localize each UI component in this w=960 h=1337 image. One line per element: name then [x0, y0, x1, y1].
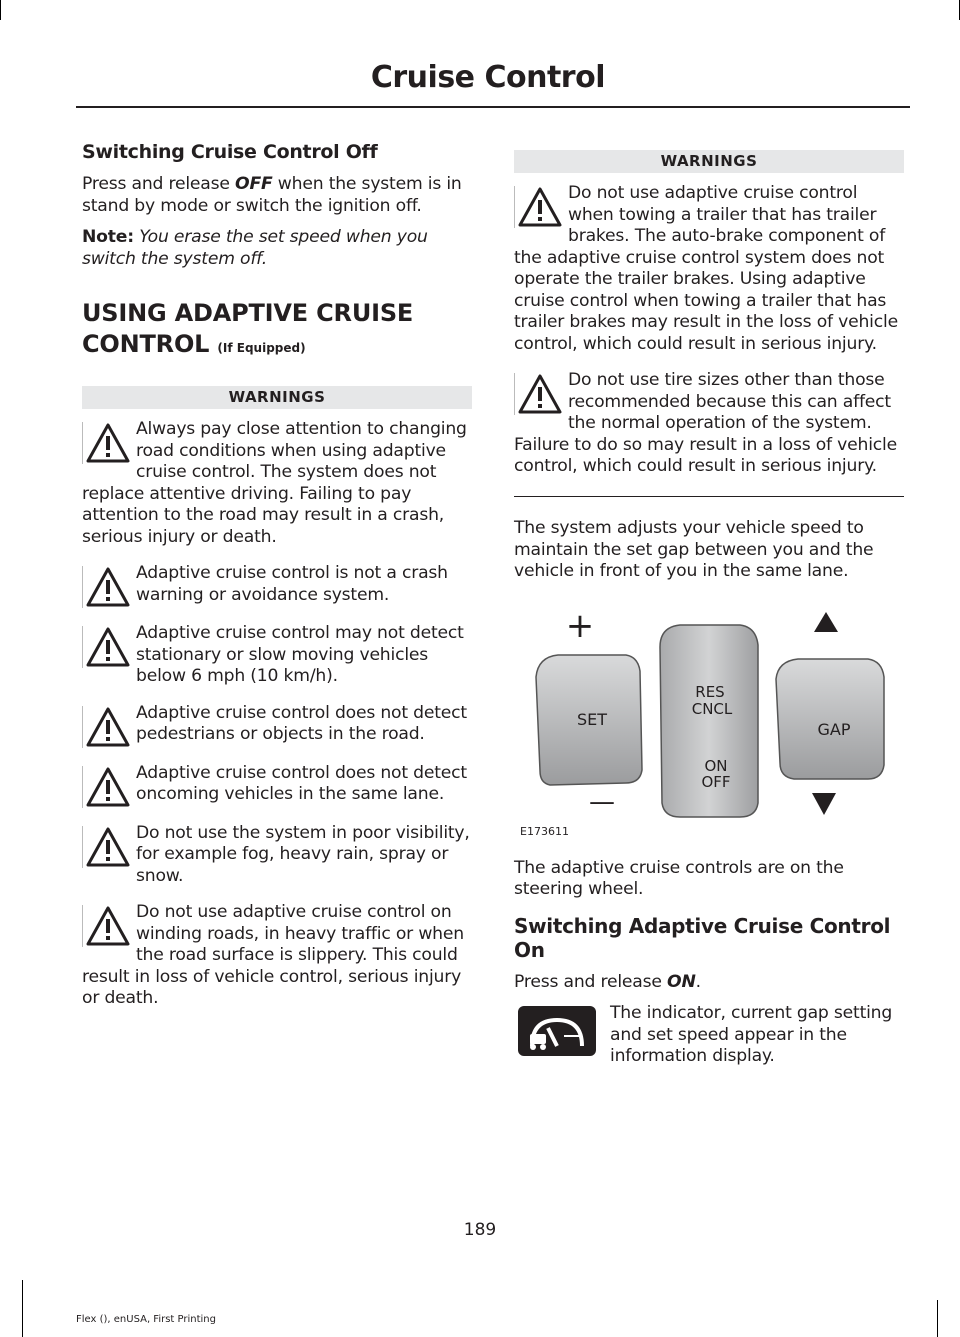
off-keyword: OFF	[235, 174, 273, 194]
section-heading-cruise-off: Switching Cruise Control Off	[82, 141, 378, 163]
gap-down-arrow-icon	[812, 793, 836, 815]
note-text: You erase the set speed when you switch the system off.	[82, 227, 428, 269]
warning-item	[514, 370, 904, 478]
warnings-divider	[514, 496, 904, 498]
warning-item	[82, 623, 472, 688]
warning-triangle-icon	[514, 373, 560, 415]
plus-icon: +	[565, 605, 595, 646]
cncl-label: CNCL	[691, 699, 733, 718]
warning-text: Do not use tire sizes other than those recommended because this can affect the normal operation of the system. Failure to do so may result in a loss of vehicle control, which could result in serious injury.	[514, 370, 897, 476]
footer-text: Flex (), enUSA, First Printing	[76, 1314, 216, 1325]
controls-diagram	[514, 605, 904, 840]
cruise-off-paragraph	[82, 174, 472, 217]
warning-text: Adaptive cruise control is not a crash warning or avoidance system.	[136, 563, 448, 605]
gap-button	[776, 659, 884, 779]
right-column	[514, 150, 904, 1068]
warning-triangle-icon	[82, 905, 128, 947]
warning-text: Adaptive cruise control does not detect pedestrians or objects in the road.	[136, 702, 467, 744]
note-paragraph	[82, 227, 472, 270]
cruise-on-paragraph	[514, 972, 904, 994]
off-label: OFF	[701, 772, 731, 791]
warning-item	[82, 763, 472, 808]
crop-mark	[22, 1280, 23, 1337]
warnings-list	[514, 183, 904, 478]
text-run: Press and release	[82, 174, 236, 194]
warnings-list	[82, 419, 472, 1010]
warning-triangle-icon	[82, 706, 128, 748]
adaptive-cruise-indicator-icon	[518, 1006, 596, 1056]
gap-up-arrow-icon	[814, 612, 838, 632]
text-run: Press and release	[514, 971, 668, 992]
warning-item	[514, 183, 904, 355]
text-run: when the system is in stand by mode or switch the ignition off.	[82, 174, 462, 216]
warning-item	[82, 823, 472, 888]
indicator-paragraph: The indicator, current gap setting and set speed appear in the information display.	[610, 1003, 893, 1066]
left-column	[82, 140, 472, 1010]
intro-paragraph: The system adjusts your vehicle speed to maintain the set gap between you and the vehicle in front of you in the same lane.	[514, 518, 874, 581]
res-label: RES	[695, 682, 725, 701]
warning-triangle-icon	[514, 186, 560, 228]
warning-text: Do not use adaptive cruise control on winding roads, in heavy traffic or when the road surface is slippery. This could result in loss of vehicle control, serious injury or death.	[82, 902, 464, 1008]
warning-text: Do not use the system in poor visibility, for example fog, heavy rain, spray or snow.	[136, 822, 470, 886]
text-run: .	[695, 971, 701, 992]
warning-item	[82, 419, 472, 548]
page-number: 189	[463, 1220, 497, 1240]
adaptive-cruise-indicator-icon	[518, 1006, 596, 1056]
warning-triangle-icon	[82, 626, 128, 668]
warning-item	[82, 563, 472, 608]
section-heading-cruise-on: Switching Adaptive Cruise Control On	[514, 913, 891, 962]
warning-triangle-icon	[82, 766, 128, 808]
if-equipped-label: (If Equipped)	[217, 341, 306, 355]
warning-text: Adaptive cruise control may not detect stationary or slow moving vehicles below 6 mph (10 km/h).	[136, 623, 464, 686]
on-label: ON	[704, 756, 728, 775]
main-heading-line2: CONTROL	[82, 330, 210, 358]
warnings-title: WARNINGS	[82, 386, 472, 409]
warning-triangle-icon	[82, 826, 128, 868]
steering-controls-illustration	[514, 605, 904, 840]
warning-text: Always pay close attention to changing road conditions when using adaptive cruise control. The system does not replace attentive driving. Failing to pay attention to the road may result in a crash, serious injury or death.	[82, 419, 467, 547]
indicator-block	[514, 1003, 904, 1068]
page-title: Cruise Control	[370, 60, 605, 95]
warnings-title: WARNINGS	[514, 150, 904, 173]
warning-triangle-icon	[82, 422, 128, 464]
warning-text: Adaptive cruise control does not detect oncoming vehicles in the same lane.	[136, 762, 467, 804]
figure-code: E173611	[520, 824, 569, 838]
warning-item	[82, 703, 472, 748]
controls-paragraph: The adaptive cruise controls are on the steering wheel.	[514, 857, 844, 899]
set-label: SET	[576, 709, 608, 729]
warning-item	[82, 902, 472, 1010]
on-keyword: ON	[667, 971, 696, 992]
main-heading	[82, 298, 472, 364]
note-label: Note:	[82, 227, 134, 247]
warning-triangle-icon	[82, 566, 128, 608]
gap-label: GAP	[817, 719, 851, 739]
main-heading-line1: USING ADAPTIVE CRUISE	[82, 299, 414, 327]
crop-mark	[937, 1300, 938, 1337]
crop-mark	[0, 0, 1, 20]
warning-text: Do not use adaptive cruise control when towing a trailer that has trailer brakes. The auto-brake component of the adaptive cruise control system does not operate the trailer brakes. Using adaptive cruise control when towing a trailer that has trailer brakes may result in the loss of vehicle control, which could result in serious injury.	[514, 183, 898, 354]
header-divider	[76, 106, 910, 108]
minus-icon: —	[589, 786, 615, 817]
